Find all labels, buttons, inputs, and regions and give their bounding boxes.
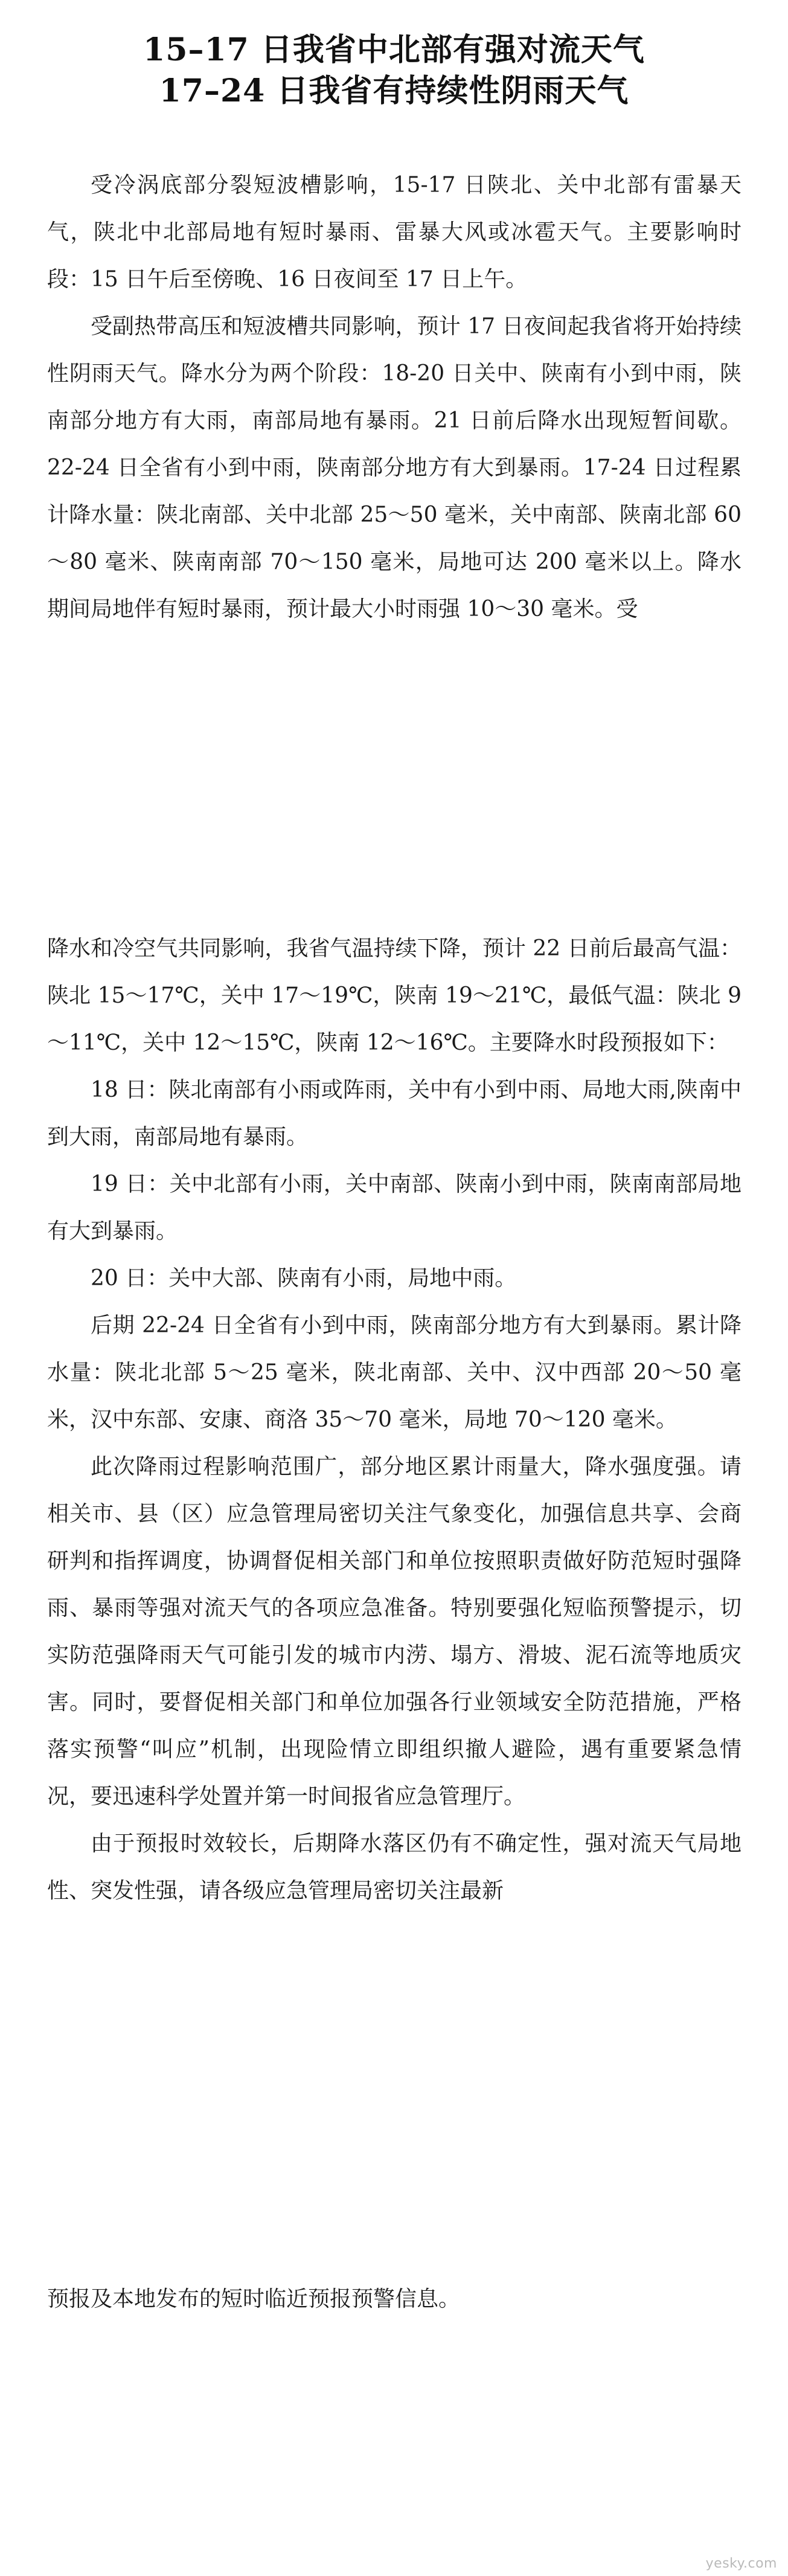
paragraph-late-period: 后期 22-24 日全省有小到中雨，陕南部分地方有大到暴雨。累计降水量：陕北北部 5～25 毫米，陕北南部、关中、汉中西部 20～50 毫米，汉中东部、安康、商洛 35～70 毫米，局地 70～120 毫米。 bbox=[47, 1313, 742, 1432]
paragraph-day-19: 19 日：关中北部有小雨，关中南部、陕南小到中雨，陕南南部局地有大到暴雨。 bbox=[47, 1172, 742, 1244]
paragraph-rain-forecast: 受副热带高压和短波槽共同影响，预计 17 日夜间起我省将开始持续性阴雨天气。降水分为两个阶段：18-20 日关中、陕南有小到中雨，陕南部分地方有大雨，南部局地有暴雨。21 日前后降水出现短暂间歇。22-24 日全省有小到中雨，陕南部分地方有大到暴雨。17-24 日过程累计降水量：陕北南部、关中北部 25～50 毫米，关中南部、陕南北部 60～80 毫米、陕南南部 70～150 毫米，局地可达 200 毫米以上。降水期间局地伴有短时暴雨，预计最大小时雨强 10～30 毫米。受 bbox=[47, 314, 742, 622]
article-body-section-2 bbox=[47, 925, 742, 1915]
paragraph-closing: 预报及本地发布的短时临近预报预警信息。 bbox=[47, 2287, 461, 2311]
article-body-section-3 bbox=[47, 2276, 742, 2323]
headline-line-1: 15–17 日我省中北部有强对流天气 bbox=[143, 31, 645, 68]
article-body-section-1 bbox=[47, 162, 742, 633]
paragraph-convection-forecast: 受冷涡底部分裂短波槽影响，15-17 日陕北、关中北部有雷暴天气，陕北中北部局地有短时暴雨、雷暴大风或冰雹天气。主要影响时段：15 日午后至傍晚、16 日夜间至 17 日上午。 bbox=[47, 173, 742, 292]
paragraph-emergency-requirements: 此次降雨过程影响范围广，部分地区累计雨量大，降水强度强。请相关市、县（区）应急管理局密切关注气象变化，加强信息共享、会商研判和指挥调度，协调督促相关部门和单位按照职责做好防范短时强降雨、暴雨等强对流天气的各项应急准备。特别要强化短临预警提示，切实防范强降雨天气可能引发的城市内涝、塌方、滑坡、泥石流等地质灾害。同时，要督促相关部门和单位加强各行业领域安全防范措施，严格落实预警“叫应”机制，出现险情立即组织撤人避险，遇有重要紧急情况，要迅速科学处置并第一时间报省应急管理厅。 bbox=[47, 1454, 742, 1809]
paragraph-day-20: 20 日：关中大部、陕南有小雨，局地中雨。 bbox=[91, 1266, 517, 1291]
paragraph-day-18: 18 日：陕北南部有小雨或阵雨，关中有小到中雨、局地大雨,陕南中到大雨，南部局地有暴雨。 bbox=[47, 1078, 742, 1149]
paragraph-temperature-forecast: 降水和冷空气共同影响，我省气温持续下降，预计 22 日前后最高气温：陕北 15～17℃，关中 17～19℃，陕南 19～21℃，最低气温：陕北 9～11℃，关中 12～15℃，陕南 12～16℃。主要降水时段预报如下： bbox=[47, 936, 742, 1055]
paragraph-uncertainty-notice: 由于预报时效较长，后期降水落区仍有不确定性，强对流天气局地性、突发性强，请各级应急管理局密切关注最新 bbox=[47, 1831, 742, 1903]
headline-line-2: 17–24 日我省有持续性阴雨天气 bbox=[159, 72, 629, 109]
site-watermark: yesky.com bbox=[705, 2556, 777, 2571]
